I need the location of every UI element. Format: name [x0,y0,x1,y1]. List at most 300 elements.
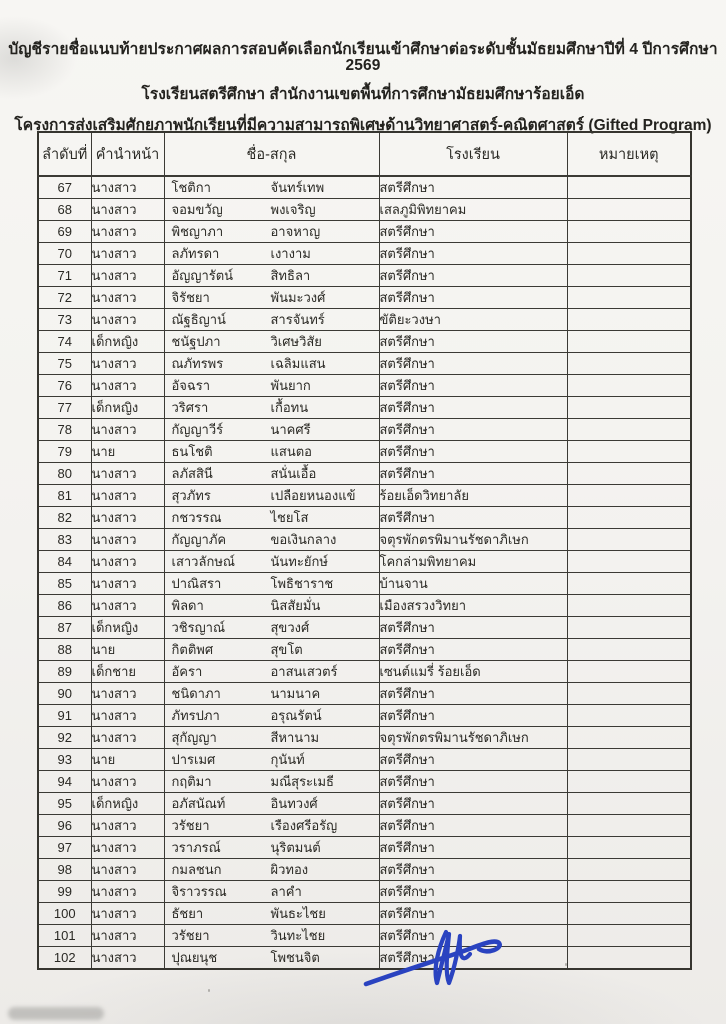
cell-prefix: นางสาว [91,815,164,837]
table-row [38,507,691,529]
last-name: นามนาค [270,686,321,701]
first-name: กมลชนก [171,862,222,877]
table-row [38,815,691,837]
cell-note [567,243,691,265]
first-name: เสาวลักษณ์ [171,554,235,569]
cell-number: 68 [38,199,91,221]
last-name: สนั่นเอื้อ [270,466,317,481]
last-name: พันมะวงศ์ [270,290,326,305]
cell-prefix: นางสาว [91,881,164,903]
cell-number: 74 [38,331,91,353]
last-name: อาสนเสวตร์ [270,664,338,679]
cell-prefix: เด็กหญิง [91,617,164,639]
cell-number: 100 [38,903,91,925]
last-name: สารจันทร์ [270,312,325,327]
cell-school: สตรีศึกษา [379,287,567,309]
table-row [38,859,691,881]
first-name: พิลดา [171,598,204,613]
cell-prefix: นางสาว [91,859,164,881]
table-row [38,397,691,419]
cell-number: 87 [38,617,91,639]
cell-school: เสลภูมิพิทยาคม [379,199,567,221]
cell-note [567,397,691,419]
cell-note [567,529,691,551]
first-name: ปารเมศ [171,752,216,767]
last-name: นุริตมนต์ [270,840,321,855]
first-name: สุวภัทร [171,488,211,503]
cell-number: 73 [38,309,91,331]
cell-school: สตรีศึกษา [379,705,567,727]
cell-name [164,287,379,309]
cell-name [164,485,379,507]
cell-name [164,639,379,661]
cell-note [567,683,691,705]
document-header [0,42,726,133]
cell-name [164,551,379,573]
last-name: โพธิชาราช [270,576,334,591]
table-row [38,749,691,771]
table-row [38,199,691,221]
cell-note [567,485,691,507]
cell-school: สตรีศึกษา [379,353,567,375]
table-row [38,243,691,265]
last-name: ผิวทอง [270,862,309,877]
cell-school: สตรีศึกษา [379,947,567,970]
table-row [38,309,691,331]
cell-school: สตรีศึกษา [379,639,567,661]
table-row [38,551,691,573]
cell-name [164,441,379,463]
cell-number: 88 [38,639,91,661]
cell-note [567,331,691,353]
cell-number: 85 [38,573,91,595]
last-name: อาจหาญ [270,224,321,239]
cell-name [164,749,379,771]
cell-number: 82 [38,507,91,529]
cell-number: 77 [38,397,91,419]
cell-name [164,837,379,859]
cell-prefix: เด็กหญิง [91,793,164,815]
table-row [38,265,691,287]
cell-name [164,221,379,243]
first-name: ธนโชติ [171,444,213,459]
cell-school: สตรีศึกษา [379,375,567,397]
cell-name [164,331,379,353]
cell-name [164,309,379,331]
cell-note [567,221,691,243]
cell-name [164,375,379,397]
last-name: อินทวงศ์ [270,796,318,811]
cell-prefix: นางสาว [91,595,164,617]
last-name: สีหานาม [270,730,320,745]
last-name: ไชยโส [270,510,309,525]
cell-prefix: นางสาว [91,287,164,309]
last-name: กุนันท์ [270,752,305,767]
cell-school: สตรีศึกษา [379,221,567,243]
last-name: นิสสัยมั่น [270,598,321,613]
first-name: สุกัญญา [171,730,217,745]
cell-prefix: นางสาว [91,507,164,529]
cell-school: สตรีศึกษา [379,793,567,815]
first-name: ลภัทรดา [171,246,220,261]
cell-prefix: นางสาว [91,925,164,947]
table-row [38,727,691,749]
first-name: อัจฉรา [171,378,211,393]
cell-number: 101 [38,925,91,947]
first-name: อภัสนัณท์ [171,796,226,811]
table-row [38,529,691,551]
cell-school: โคกล่ามพิทยาคม [379,551,567,573]
cell-school: ขัติยะวงษา [379,309,567,331]
table-row [38,463,691,485]
cell-number: 91 [38,705,91,727]
cell-prefix: เด็กหญิง [91,331,164,353]
cell-school: สตรีศึกษา [379,243,567,265]
last-name: อรุณรัตน์ [270,708,322,723]
table-row [38,573,691,595]
first-name: ณภัทรพร [171,356,224,371]
last-name: นันทะยักษ์ [270,554,328,569]
first-name: ณัฐธิญาน์ [171,312,226,327]
first-name: วริศรา [171,400,209,415]
cell-school: สตรีศึกษา [379,419,567,441]
table-row [38,441,691,463]
cell-prefix: เด็กหญิง [91,397,164,419]
first-name: วรัชยา [171,818,210,833]
first-name: กิตติพศ [171,642,214,657]
cell-note [567,903,691,925]
table-row [38,331,691,353]
cell-name [164,176,379,199]
cell-school: สตรีศึกษา [379,397,567,419]
table-row [38,947,691,970]
cell-prefix: นาย [91,639,164,661]
cell-name [164,903,379,925]
cell-prefix: นางสาว [91,243,164,265]
cell-note [567,176,691,199]
cell-name [164,199,379,221]
cell-name [164,419,379,441]
table-row [38,793,691,815]
table-row [38,287,691,309]
document-title-line2: โรงเรียนสตรีศึกษา สำนักงานเขตพื้นที่การศึกษามัธยมศึกษาร้อยเอ็ด [141,86,585,103]
cell-note [567,771,691,793]
first-name: ธัชยา [171,906,204,921]
last-name: เรืองศรีอรัญ [270,818,338,833]
cell-name [164,507,379,529]
table-row [38,485,691,507]
cell-name [164,265,379,287]
table-row [38,353,691,375]
first-name: จิราวรรณ [171,884,227,899]
cell-number: 79 [38,441,91,463]
col-header-note: หมายเหตุ [567,132,691,176]
cell-prefix: นางสาว [91,727,164,749]
cell-prefix: นางสาว [91,683,164,705]
cell-name [164,661,379,683]
scan-speck [565,963,567,966]
last-name: สุขโต [270,642,303,657]
cell-prefix: นางสาว [91,265,164,287]
cell-note [567,793,691,815]
cell-name [164,397,379,419]
table-row [38,595,691,617]
cell-name [164,683,379,705]
cell-school: จตุรพักตรพิมานรัชดาภิเษก [379,529,567,551]
cell-school: สตรีศึกษา [379,331,567,353]
cell-school: สตรีศึกษา [379,265,567,287]
last-name: ลาคำ [270,884,302,899]
table-row [38,881,691,903]
cell-school: สตรีศึกษา [379,925,567,947]
last-name: สุขวงศ์ [270,620,310,635]
first-name: อัญญารัตน์ [171,268,234,283]
cell-prefix: นางสาว [91,309,164,331]
col-header-school: โรงเรียน [379,132,567,176]
cell-name [164,573,379,595]
cell-note [567,507,691,529]
cell-name [164,463,379,485]
cell-note [567,749,691,771]
cell-school: สตรีศึกษา [379,507,567,529]
cell-note [567,947,691,970]
cell-name [164,353,379,375]
first-name: กัญญาวีร์ [171,422,224,437]
cell-name [164,881,379,903]
first-name: ภัทรปภา [171,708,220,723]
cell-note [567,617,691,639]
cell-number: 95 [38,793,91,815]
first-name: ปาณิสรา [171,576,222,591]
first-name: กฤติมา [171,774,212,789]
cell-note [567,419,691,441]
cell-school: ร้อยเอ็ดวิทยาลัย [379,485,567,507]
first-name: วรัชยา [171,928,210,943]
cell-prefix: นางสาว [91,947,164,970]
cell-number: 67 [38,176,91,199]
cell-note [567,573,691,595]
cell-number: 86 [38,595,91,617]
document-title-line3: โครงการส่งเสริมศักยภาพนักเรียนที่มีความสามารถพิเศษด้านวิทยาศาสตร์-คณิตศาสตร์ (Gifted Program) [14,116,712,134]
last-name: เฉลิมแสน [270,356,326,371]
first-name: วราภรณ์ [171,840,221,855]
table-row [38,771,691,793]
cell-note [567,639,691,661]
last-name: เงางาม [270,246,311,261]
scan-speck [208,989,210,992]
cell-school: บ้านจาน [379,573,567,595]
cell-school: สตรีศึกษา [379,859,567,881]
cell-school: สตรีศึกษา [379,176,567,199]
cell-number: 102 [38,947,91,970]
cell-school: จตุรพักตรพิมานรัชดาภิเษก [379,727,567,749]
cell-note [567,551,691,573]
first-name: ชนิดาภา [171,686,221,701]
cell-note [567,463,691,485]
table-header-row [38,132,691,176]
cell-number: 78 [38,419,91,441]
cell-note [567,595,691,617]
last-name: พงเจริญ [270,202,316,217]
table-row [38,837,691,859]
cell-note [567,287,691,309]
cell-number: 75 [38,353,91,375]
document-title-line1: บัญชีรายชื่อแนบท้ายประกาศผลการสอบคัดเลือกนักเรียนเข้าศึกษาต่อระดับชั้นมัธยมศึกษาปีที่ 4 ปีการศึกษา 2569 [8,41,718,74]
cell-note [567,815,691,837]
cell-school: สตรีศึกษา [379,683,567,705]
cell-school: เมืองสรวงวิทยา [379,595,567,617]
table-row [38,683,691,705]
cell-prefix: นางสาว [91,419,164,441]
cell-number: 80 [38,463,91,485]
table-row [38,176,691,199]
last-name: จันทร์เทพ [270,180,325,195]
cell-number: 72 [38,287,91,309]
table-row [38,419,691,441]
col-header-number: ลำดับที่ [38,132,91,176]
cell-prefix: นางสาว [91,837,164,859]
last-name: สิทธิลา [270,268,311,283]
cell-prefix: นางสาว [91,375,164,397]
cell-number: 83 [38,529,91,551]
cell-number: 70 [38,243,91,265]
cell-school: สตรีศึกษา [379,881,567,903]
table-row [38,617,691,639]
table-row [38,221,691,243]
cell-school: สตรีศึกษา [379,749,567,771]
first-name: ปุณยนุช [171,950,218,965]
cell-note [567,661,691,683]
first-name: ชนัฐปภา [171,334,221,349]
cell-note [567,859,691,881]
cell-number: 84 [38,551,91,573]
last-name: เปลือยหนองแข้ [270,488,356,503]
cell-prefix: นาย [91,441,164,463]
cell-name [164,727,379,749]
first-name: พิชญาภา [171,224,224,239]
cell-prefix: นางสาว [91,903,164,925]
cell-name [164,859,379,881]
first-name: ลภัสสินี [171,466,213,481]
cell-note [567,837,691,859]
cell-prefix: นางสาว [91,529,164,551]
cell-school: สตรีศึกษา [379,837,567,859]
table-row [38,661,691,683]
cell-note [567,265,691,287]
first-name: กชวรรณ [171,510,222,525]
col-header-prefix: คำนำหน้า [91,132,164,176]
cell-number: 98 [38,859,91,881]
cell-name [164,771,379,793]
cell-name [164,617,379,639]
cell-number: 89 [38,661,91,683]
cell-prefix: นางสาว [91,705,164,727]
cell-prefix: นางสาว [91,573,164,595]
cell-name [164,793,379,815]
cell-name [164,815,379,837]
scan-artifact-smudge [8,1007,104,1020]
cell-number: 93 [38,749,91,771]
table-row [38,705,691,727]
cell-note [567,881,691,903]
cell-note [567,925,691,947]
last-name: วิเศษวิสัย [270,334,322,349]
last-name: เกื้อทน [270,400,309,415]
cell-name [164,925,379,947]
cell-name [164,947,379,970]
cell-number: 81 [38,485,91,507]
cell-note [567,727,691,749]
cell-name [164,595,379,617]
table-row [38,375,691,397]
last-name: พันยาก [270,378,311,393]
cell-number: 99 [38,881,91,903]
cell-school: สตรีศึกษา [379,617,567,639]
cell-prefix: นาย [91,749,164,771]
cell-name [164,705,379,727]
col-header-name: ชื่อ-สกุล [164,132,379,176]
last-name: โพชนจิต [270,950,320,965]
cell-school: สตรีศึกษา [379,441,567,463]
table-row [38,903,691,925]
cell-number: 69 [38,221,91,243]
cell-prefix: นางสาว [91,199,164,221]
cell-name [164,529,379,551]
last-name: นาคศรี [270,422,311,437]
last-name: วินทะไชย [270,928,326,943]
table-row [38,639,691,661]
cell-note [567,705,691,727]
first-name: กัญญาภัค [171,532,227,547]
first-name: อัครา [171,664,203,679]
cell-note [567,441,691,463]
table-row [38,925,691,947]
cell-note [567,309,691,331]
cell-prefix: นางสาว [91,353,164,375]
cell-prefix: นางสาว [91,221,164,243]
cell-prefix: นางสาว [91,485,164,507]
first-name: วชิรญาณ์ [171,620,226,635]
cell-prefix: นางสาว [91,463,164,485]
cell-school: เซนต์แมรี่ ร้อยเอ็ด [379,661,567,683]
cell-note [567,375,691,397]
cell-note [567,353,691,375]
cell-number: 90 [38,683,91,705]
cell-school: สตรีศึกษา [379,903,567,925]
cell-number: 71 [38,265,91,287]
cell-number: 92 [38,727,91,749]
cell-number: 76 [38,375,91,397]
cell-prefix: นางสาว [91,771,164,793]
cell-school: สตรีศึกษา [379,463,567,485]
last-name: ขอเงินกลาง [270,532,337,547]
cell-note [567,199,691,221]
cell-school: สตรีศึกษา [379,815,567,837]
cell-number: 96 [38,815,91,837]
last-name: มณีสุระเมธี [270,774,334,789]
cell-school: สตรีศึกษา [379,771,567,793]
cell-prefix: นางสาว [91,176,164,199]
last-name: แสนตอ [270,444,312,459]
cell-prefix: เด็กชาย [91,661,164,683]
student-roster-table [37,131,692,970]
cell-number: 94 [38,771,91,793]
first-name: โชติกา [171,180,211,195]
last-name: พันธะไชย [270,906,326,921]
cell-prefix: นางสาว [91,551,164,573]
cell-number: 97 [38,837,91,859]
cell-name [164,243,379,265]
